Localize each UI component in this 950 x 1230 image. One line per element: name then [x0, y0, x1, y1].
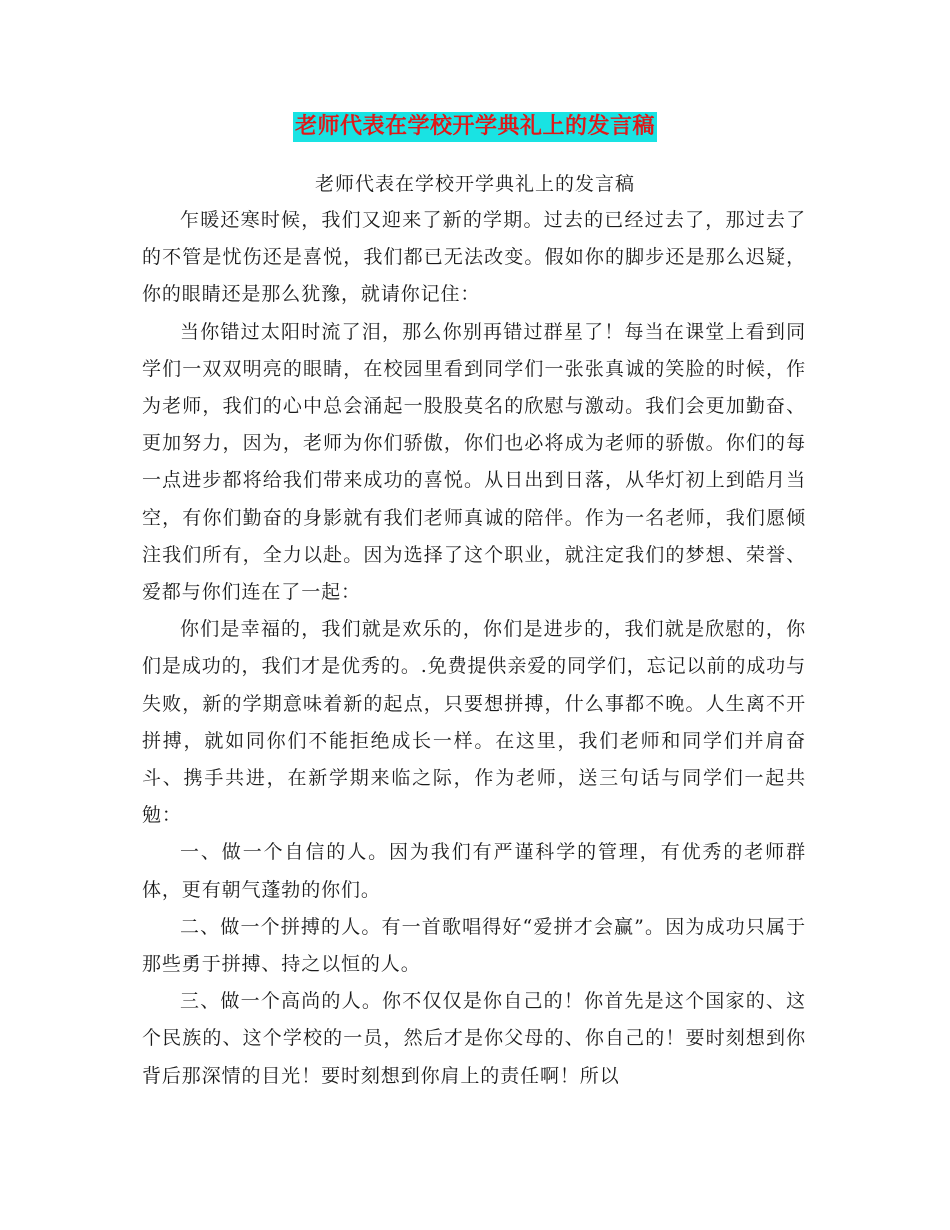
- title-container: [0, 112, 950, 142]
- paragraph: 二、做一个拼搏的人。有一首歌唱得好“爱拼才会赢”。因为成功只属于那些勇于拼搏、持之以恒的人。: [142, 915, 806, 976]
- paragraph: 当你错过太阳时流了泪，那么你别再错过群星了！每当在课堂上看到同学们一双双明亮的眼睛，在校园里看到同学们一张张真诚的笑脸的时候，作为老师，我们的心中总会涌起一股股莫名的欣慰与激动。我们会更加勤奋、更加努力，因为，老师为你们骄傲，你们也必将成为老师的骄傲。你们的每一点进步都将给我们带来成功的喜悦。从日出到日落，从华灯初上到皓月当空，有你们勤奋的身影就有我们老师真诚的陪伴。作为一名老师，我们愿倾注我们所有，全力以赴。因为选择了这个职业，就注定我们的梦想、荣誉、爱都与你们连在了一起：: [142, 320, 806, 604]
- paragraph: 三、做一个高尚的人。你不仅仅是你自己的！你首先是这个国家的、这个民族的、这个学校的一员，然后才是你父母的、你自己的！要时刻想到你背后那深情的目光！要时刻想到你肩上的责任啊！所以: [142, 990, 806, 1087]
- paragraph: 一、做一个自信的人。因为我们有严谨科学的管理，有优秀的老师群体，更有朝气蓬勃的你们。: [142, 841, 806, 901]
- document-subtitle: 老师代表在学校开学典礼上的发言稿: [314, 173, 635, 195]
- paragraph: 乍暖还寒时候，我们又迎来了新的学期。过去的已经过去了，那过去了的不管是忧伤还是喜悦，我们都已无法改变。假如你的脚步还是那么迟疑，你的眼睛还是那么犹豫，就请你记住：: [142, 209, 806, 306]
- document-title: 老师代表在学校开学典礼上的发言稿: [293, 112, 657, 142]
- paragraph: 你们是幸福的，我们就是欢乐的，你们是进步的，我们就是欣慰的，你们是成功的，我们才是优秀的。.免费提供亲爱的同学们，忘记以前的成功与失败，新的学期意味着新的起点，只要想拼搏，什么事都不晚。人生离不开拼搏，就如同你们不能拒绝成长一样。在这里，我们老师和同学们并肩奋斗、携手共进，在新学期来临之际，作为老师，送三句话与同学们一起共勉：: [142, 618, 806, 827]
- document-body: [142, 202, 806, 1095]
